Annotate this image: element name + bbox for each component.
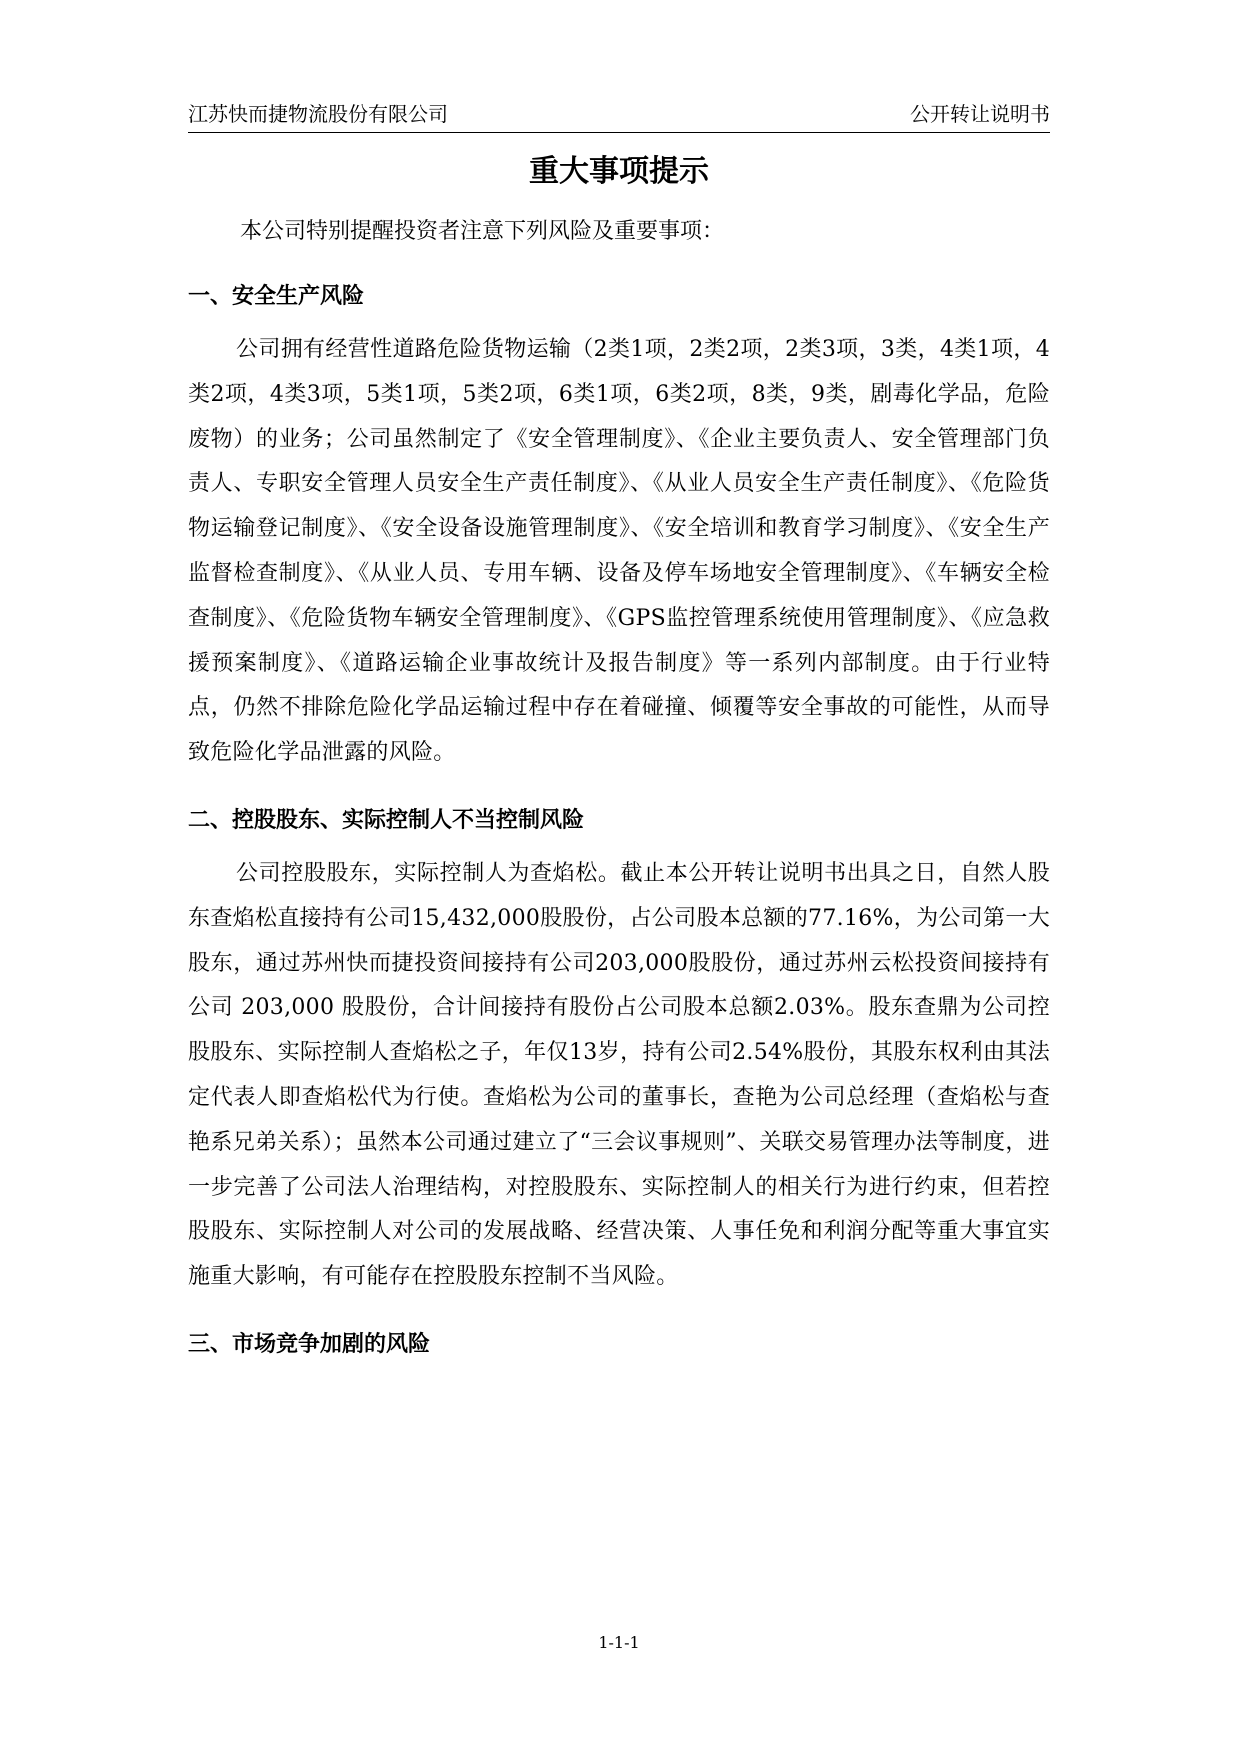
page-number: 1-1-1 bbox=[598, 1633, 640, 1652]
intro-paragraph: 本公司特别提醒投资者注意下列风险及重要事项： bbox=[240, 219, 725, 244]
section-heading-competition: 三、市场竞争加剧的风险 bbox=[188, 1330, 431, 1357]
header-document-type: 公开转让说明书 bbox=[910, 102, 1050, 126]
header-company-name: 江苏快而捷物流股份有限公司 bbox=[188, 102, 448, 126]
section-heading-safety: 一、安全生产风险 bbox=[188, 283, 365, 309]
section-paragraph-control: 公司控股股东，实际控制人为查焰松。截止本公开转让说明书出具之日，自然人股东查焰松直接持有公司15,432,000股股份，占公司股本总额的77.16%，为公司第一大股东，通过苏州快而捷投资间接持有公司203,000股股份，通过苏州云松投资间接持有公司 203,000 股股份，合计间接持有股份占公司股本总额2.03%。股东查鼎为公司控股股东、实际控制人查焰松之子，年仅13岁，持有公司2.54%股份，其股东权利由其法定代表人即查焰松代为行使。查焰松为公司的董事长，查艳为公司总经理（查焰松与查艳系兄弟关系）；虽然本公司通过建立了“三会议事规则”、关联交易管理办法等制度，进一步完善了公司法人治理结构，对控股股东、实际控制人的相关行为进行约束，但若控股股东、实际控制人对公司的发展战略、经营决策、人事任免和利润分配等重大事宜实施重大影响，有可能存在控股股东控制不当风险。 bbox=[188, 860, 1050, 1290]
document-title: 重大事项提示 bbox=[529, 154, 709, 189]
section-heading-control: 二、控股股东、实际控制人不当控制风险 bbox=[188, 806, 585, 833]
document-body bbox=[188, 212, 1050, 1376]
section-paragraph-safety: 公司拥有经营性道路危险货物运输（2类1项，2类2项，2类3项，3类，4类1项，4类2项，4类3项，5类1项，5类2项，6类1项，6类2项，8类，9类，剧毒化学品，危险废物）的业务；公司虽然制定了《安全管理制度》、《企业主要负责人、安全管理部门负责人、专职安全管理人员安全生产责任制度》、《从业人员安全生产责任制度》、《危险货物运输登记制度》、《安全设备设施管理制度》、《安全培训和教育学习制度》、《安全生产监督检查制度》、《从业人员、专用车辆、设备及停车场地安全管理制度》、《车辆安全检查制度》、《危险货物车辆安全管理制度》、《GPS监控管理系统使用管理制度》、《应急救援预案制度》、《道路运输企业事故统计及报告制度》等一系列内部制度。由于行业特点，仍然不排除危险化学品运输过程中存在着碰撞、倾覆等安全事故的可能性，从而导致危险化学品泄露的风险。 bbox=[188, 337, 1050, 766]
page-header bbox=[188, 100, 1050, 133]
